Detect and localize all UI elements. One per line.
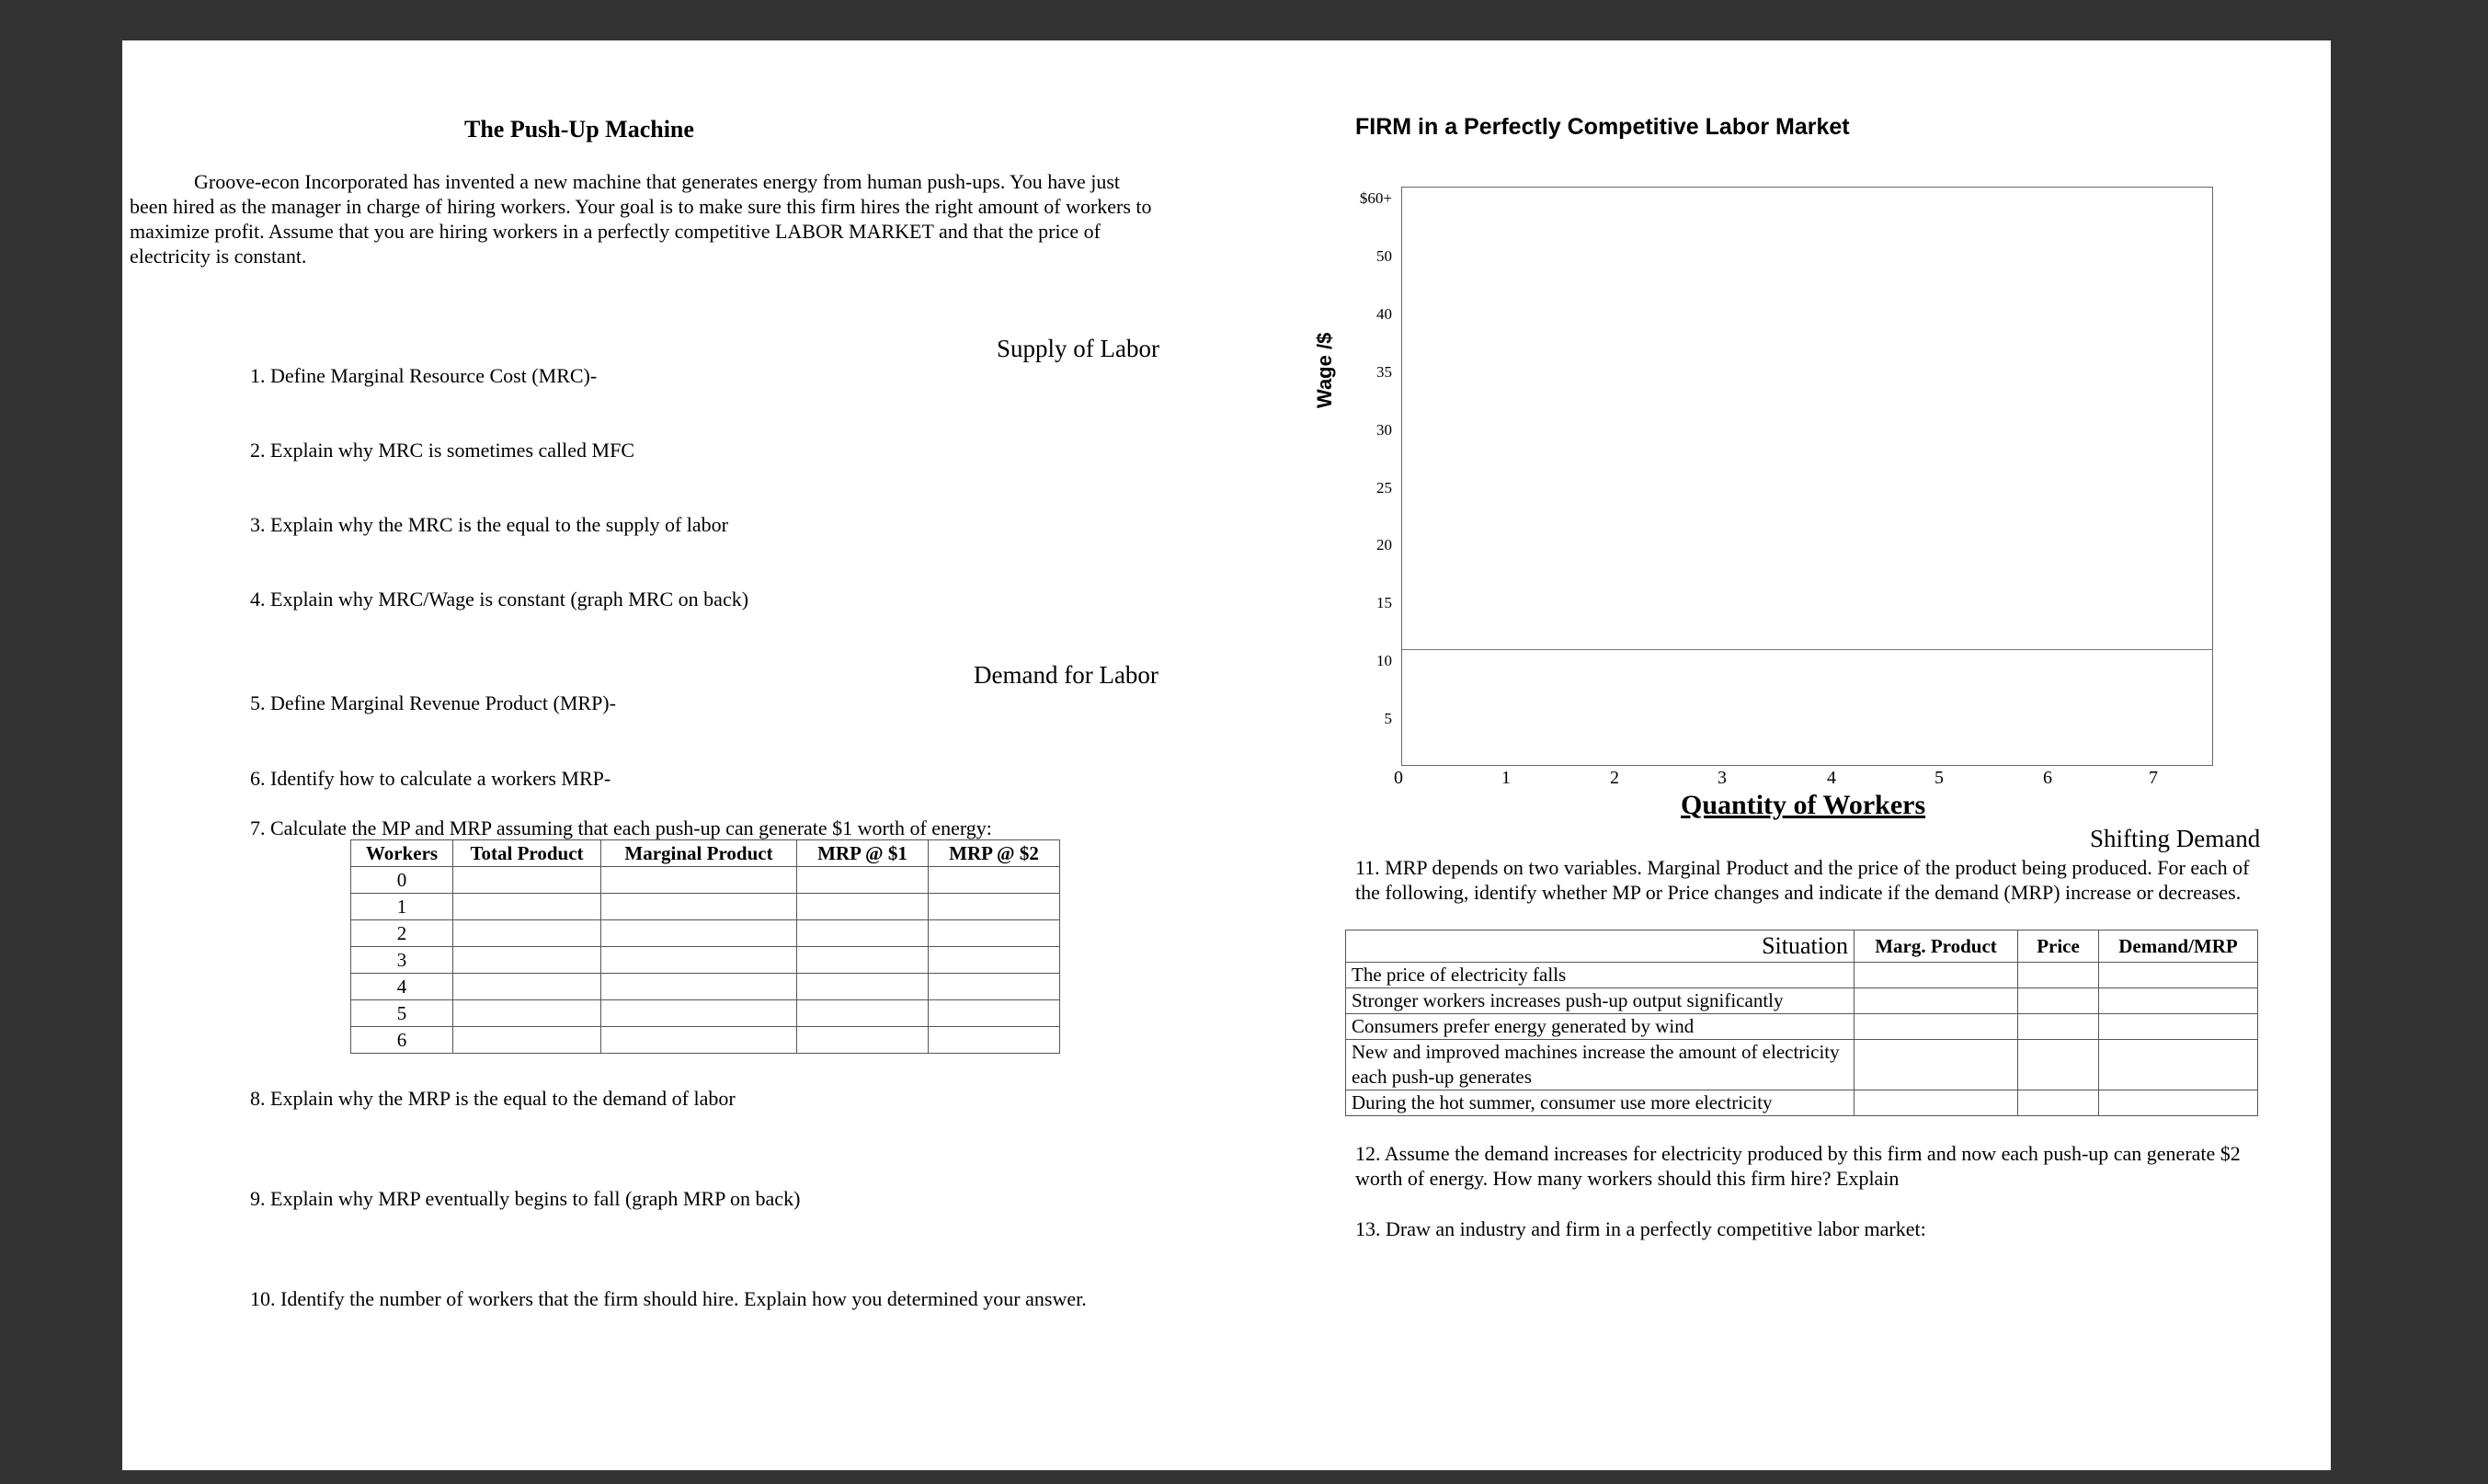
y-tick: 20 (1376, 536, 1392, 554)
x-tick: 4 (1827, 768, 1836, 788)
blank-cell[interactable] (453, 894, 601, 920)
blank-cell[interactable] (929, 1027, 1060, 1054)
blank-cell[interactable] (797, 1027, 929, 1054)
table-row (1346, 963, 2258, 988)
question-12: 12. Assume the demand increases for electricity produced by this firm and now each push-up can generate $2 worth of energy. How many workers should this firm hire? Explain (1355, 1142, 2241, 1190)
blank-cell[interactable] (797, 867, 929, 894)
blank-cell[interactable] (797, 947, 929, 974)
table-row (1346, 988, 2258, 1014)
y-tick: 15 (1376, 594, 1392, 611)
situation-cell: New and improved machines increase the amount of electricity each push-up generates (1346, 1040, 1855, 1090)
blank-cell[interactable] (2099, 1014, 2258, 1040)
blank-cell[interactable] (601, 947, 797, 974)
workers-cell: 4 (351, 974, 453, 1000)
table-row (351, 867, 1060, 894)
header-price: Price (2018, 930, 2099, 963)
blank-cell[interactable] (453, 1027, 601, 1054)
workers-cell: 5 (351, 1000, 453, 1027)
table-row (351, 1027, 1060, 1054)
graph-title: FIRM in a Perfectly Competitive Labor Market (1355, 114, 1850, 140)
blank-cell[interactable] (929, 867, 1060, 894)
blank-cell[interactable] (929, 974, 1060, 1000)
question-4: 4. Explain why MRC/Wage is constant (graph MRC on back) (250, 588, 749, 611)
header-demand-mrp: Demand/MRP (2099, 930, 2258, 963)
question-9: 9. Explain why MRP eventually begins to fall (graph MRP on back) (250, 1187, 801, 1210)
blank-cell[interactable] (453, 947, 601, 974)
y-tick: 40 (1376, 305, 1392, 323)
blank-cell[interactable] (1855, 1014, 2018, 1040)
x-tick: 6 (2043, 768, 2052, 788)
x-tick: 3 (1718, 768, 1727, 788)
blank-cell[interactable] (601, 920, 797, 947)
situation-cell: Stronger workers increases push-up output significantly (1346, 988, 1855, 1014)
header-mrp-1: MRP @ $1 (797, 840, 929, 867)
blank-cell[interactable] (2099, 988, 2258, 1014)
question-1: 1. Define Marginal Resource Cost (MRC)- (250, 364, 598, 387)
question-11: 11. MRP depends on two variables. Marginal Product and the price of the product being produced. For each of the following, identify whether MP or Price changes and indicate if the demand (MRP) increase or decreases. (1355, 856, 2250, 904)
question-6: 6. Identify how to calculate a workers MRP- (250, 767, 611, 790)
blank-cell[interactable] (929, 894, 1060, 920)
x-tick: 5 (1934, 768, 1944, 788)
situation-cell: The price of electricity falls (1346, 963, 1855, 988)
blank-cell[interactable] (1855, 963, 2018, 988)
y-tick: 30 (1376, 421, 1392, 439)
situation-table (1345, 930, 2258, 1116)
blank-cell[interactable] (1855, 988, 2018, 1014)
blank-cell[interactable] (453, 867, 601, 894)
question-8: 8. Explain why the MRP is the equal to the demand of labor (250, 1087, 736, 1110)
blank-cell[interactable] (797, 974, 929, 1000)
worksheet-title: The Push-Up Machine (464, 116, 694, 143)
y-tick: 5 (1384, 710, 1392, 727)
table-row (351, 974, 1060, 1000)
question-5: 5. Define Marginal Revenue Product (MRP)- (250, 691, 616, 714)
worker-table (350, 839, 1060, 1054)
situation-cell: Consumers prefer energy generated by wind (1346, 1014, 1855, 1040)
blank-cell[interactable] (797, 1000, 929, 1027)
x-tick: 1 (1501, 768, 1511, 788)
blank-cell[interactable] (1855, 1090, 2018, 1116)
table-row (1346, 1014, 2258, 1040)
table-row (351, 1000, 1060, 1027)
blank-cell[interactable] (2018, 988, 2099, 1014)
workers-cell: 0 (351, 867, 453, 894)
x-tick: 0 (1394, 768, 1403, 788)
blank-cell[interactable] (929, 1000, 1060, 1027)
blank-cell[interactable] (453, 1000, 601, 1027)
blank-cell[interactable] (2018, 1090, 2099, 1116)
graph-horizontal-line (1402, 649, 2212, 650)
blank-cell[interactable] (2018, 1014, 2099, 1040)
blank-cell[interactable] (1855, 1040, 2018, 1090)
question-10: 10. Identify the number of workers that the firm should hire. Explain how you determined your answer. (250, 1287, 1087, 1310)
graph-y-axis-label: Wage /$ (1313, 332, 1336, 408)
situation-table-header (1346, 930, 2258, 963)
blank-cell[interactable] (2099, 963, 2258, 988)
header-workers: Workers (351, 840, 453, 867)
question-7: 7. Calculate the MP and MRP assuming that each push-up can generate $1 worth of energy: (250, 816, 992, 839)
blank-cell[interactable] (929, 920, 1060, 947)
y-tick: 35 (1376, 363, 1392, 381)
header-situation: Situation (1346, 930, 1855, 963)
workers-cell: 3 (351, 947, 453, 974)
question-13: 13. Draw an industry and firm in a perfectly competitive labor market: (1355, 1217, 1926, 1240)
table-row (351, 894, 1060, 920)
workers-cell: 2 (351, 920, 453, 947)
blank-cell[interactable] (797, 894, 929, 920)
header-marginal-product: Marginal Product (601, 840, 797, 867)
blank-cell[interactable] (929, 947, 1060, 974)
workers-cell: 1 (351, 894, 453, 920)
table-row (1346, 1090, 2258, 1116)
demand-for-labor-label: Demand for Labor (974, 661, 1158, 689)
workers-cell: 6 (351, 1027, 453, 1054)
table-row (351, 947, 1060, 974)
y-tick: 50 (1376, 247, 1392, 265)
shifting-demand-label: Shifting Demand (2090, 825, 2261, 852)
y-tick: 25 (1376, 479, 1392, 497)
blank-cell[interactable] (601, 974, 797, 1000)
blank-cell[interactable] (797, 920, 929, 947)
blank-cell[interactable] (601, 867, 797, 894)
blank-cell[interactable] (2018, 963, 2099, 988)
table-row (351, 920, 1060, 947)
blank-cell[interactable] (2099, 1090, 2258, 1116)
table-row (1346, 1040, 2258, 1090)
question-2: 2. Explain why MRC is sometimes called MFC (250, 439, 634, 462)
situation-cell: During the hot summer, consumer use more electricity (1346, 1090, 1855, 1116)
graph-x-axis-label: Quantity of Workers (1681, 790, 1926, 820)
question-3: 3. Explain why the MRC is the equal to the supply of labor (250, 513, 728, 536)
x-tick: 2 (1610, 768, 1619, 788)
blank-cell[interactable] (601, 1000, 797, 1027)
header-marg-product: Marg. Product (1855, 930, 2018, 963)
header-mrp-2: MRP @ $2 (929, 840, 1060, 867)
worker-table-header (351, 840, 1060, 867)
supply-of-labor-label: Supply of Labor (997, 335, 1159, 362)
blank-cell[interactable] (453, 974, 601, 1000)
intro-paragraph: Groove-econ Incorporated has invented a new machine that generates energy from human push-ups. You have just been hired as the manager in charge of hiring workers. Your goal is to make sure this firm hires the right amount of workers to maximize profit. Assume that you are hiring workers in a perfectly competitive LABOR MARKET and that the price of electricity is constant. (130, 170, 1152, 268)
blank-cell[interactable] (2099, 1040, 2258, 1090)
y-tick: 10 (1376, 652, 1392, 669)
graph-plot-area (1401, 187, 2213, 766)
blank-cell[interactable] (2018, 1040, 2099, 1090)
blank-cell[interactable] (601, 894, 797, 920)
header-total-product: Total Product (453, 840, 601, 867)
y-tick: $60+ (1359, 189, 1392, 207)
x-tick: 7 (2149, 768, 2158, 788)
blank-cell[interactable] (601, 1027, 797, 1054)
blank-cell[interactable] (453, 920, 601, 947)
